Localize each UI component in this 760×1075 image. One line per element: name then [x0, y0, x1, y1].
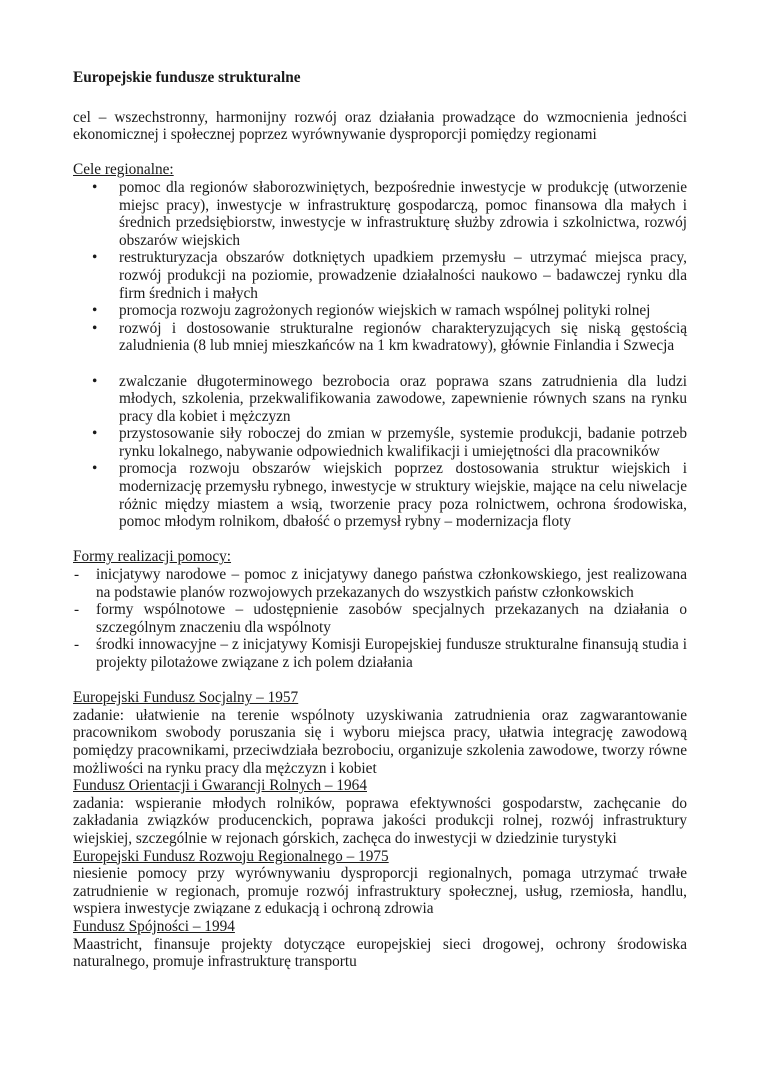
intro-paragraph: cel – wszechstronny, harmonijny rozwój oraz działania prowadzące do wzmocnienia jedności ekonomicznej i społecznej poprzez wyrównywanie dysproporcji pomiędzy regionami: [73, 108, 687, 144]
list-item: - środki innowacyjne – z inicjatywy Komisji Europejskiej fundusze strukturalne finansują studia i projekty pilotażowe związane z ich polem działania: [73, 636, 687, 671]
list-item: • promocja rozwoju obszarów wiejskich poprzez dostosowania struktur wiejskich i modernizację przemysłu rybnego, inwestycje w struktury wiejskie, mające na celu niwelacje różnic między miastem a wsią, tworzenie pracy poza rolnictwem, ochrona środowiska, pomoc młodym rolnikom, dbałość o przemysł rybny – modernizacja floty: [73, 460, 687, 530]
list-item: - formy wspólnotowe – udostępnienie zasobów specjalnych przekazanych na działania o szczególnym znaczeniu dla wspólnoty: [73, 601, 687, 636]
fund-heading-fogr: Fundusz Orientacji i Gwarancji Rolnych – 1964: [73, 777, 367, 795]
forms-list: [73, 566, 687, 672]
fund-heading-efs: Europejski Fundusz Socjalny – 1957: [73, 689, 299, 707]
spacer: [73, 355, 687, 373]
list-item: • restrukturyzacja obszarów dotkniętych upadkiem przemysłu – utrzymać miejsca pracy, rozwój produkcji na poziomie, prowadzenie działalności naukowo – badawczej rynku dla firm średnich i małych: [73, 249, 687, 302]
regional-goals-list-1: [73, 179, 687, 355]
forms-heading: Formy realizacji pomocy:: [73, 548, 232, 566]
fund-heading-efrr: Europejski Fundusz Rozwoju Regionalnego – 1975: [73, 847, 389, 865]
list-item: - inicjatywy narodowe – pomoc z inicjatywy danego państwa członkowskiego, jest realizowana na podstawie planów rozwojowych przekazanych do wszystkich państw członkowskich: [73, 566, 687, 601]
fund-text-fs: Maastricht, finansuje projekty dotyczące europejskiej sieci drogowej, ochrony środowiska naturalnego, promuje infrastrukturę transportu: [73, 935, 687, 971]
list-item: • przystosowanie siły roboczej do zmian w przemyśle, systemie produkcji, badanie potrzeb rynku lokalnego, nabywanie odpowiednich kwalifikacji i umiejętności dla pracowników: [73, 425, 687, 460]
spacer: [73, 672, 687, 690]
list-item: • pomoc dla regionów słaborozwiniętych, bezpośrednie inwestycje w produkcję (utworzenie miejsc pracy), inwestycje w infrastrukturę gospodarczą, pomoc finansowa dla małych i średnich przedsiębiorstw, inwestycje w infrastrukturę służby zdrowia i szkolnictwa, rozwój obszarów wiejskich: [73, 179, 687, 249]
fund-text-efs: zadanie: ułatwienie na terenie wspólnoty uzyskiwania zatrudnienia oraz zagwarantowanie pracownikom swobody poruszania się i wyboru miejsca pracy, ułatwia integrację zawodową pomiędzy pracownikami, przeciwdziała bezrobociu, organizuje szkolenia zawodowe, tworzy równe możliwości na rynku pracy dla mężczyzn i kobiet: [73, 706, 687, 777]
list-item: • promocja rozwoju zagrożonych regionów wiejskich w ramach wspólnej polityki rolnej: [73, 302, 687, 320]
spacer: [73, 531, 687, 549]
fund-text-fogr: zadania: wspieranie młodych rolników, poprawa efektywności gospodarstw, zachęcanie do zakładania związków producenckich, poprawa jakości produkcji rolnej, rozwój infrastruktury wiejskiej, szczególnie w rejonach górskich, zachęca do inwestycji w dziedzinie turystyki: [73, 794, 687, 847]
list-item: • zwalczanie długoterminowego bezrobocia oraz poprawa szans zatrudnienia dla ludzi młodych, szkolenia, przekwalifikowania zawodowe, zapewnienie równych szans na rynku pracy dla kobiet i mężczyzn: [73, 373, 687, 426]
document-title: Europejskie fundusze strukturalne: [73, 69, 301, 86]
spacer: [73, 144, 687, 162]
regional-heading: Cele regionalne:: [73, 161, 174, 179]
document-page: [73, 69, 687, 971]
fund-text-efrr: niesienie pomocy przy wyrównywaniu dysproporcji regionalnych, pomaga utrzymać trwałe zatrudnienie w regionach, promuje rozwój infrastruktury społecznej, usług, rzemiosła, handlu, wspiera inwestycje związane z edukacją i ochroną zdrowia: [73, 865, 687, 918]
fund-heading-fs: Fundusz Spójności – 1994: [73, 917, 235, 935]
regional-goals-list-2: [73, 373, 687, 531]
list-item: • rozwój i dostosowanie strukturalne regionów charakteryzujących się niską gęstością zaludnienia (8 lub mniej mieszkańców na 1 km kwadratowy), głównie Finlandia i Szwecja: [73, 320, 687, 355]
